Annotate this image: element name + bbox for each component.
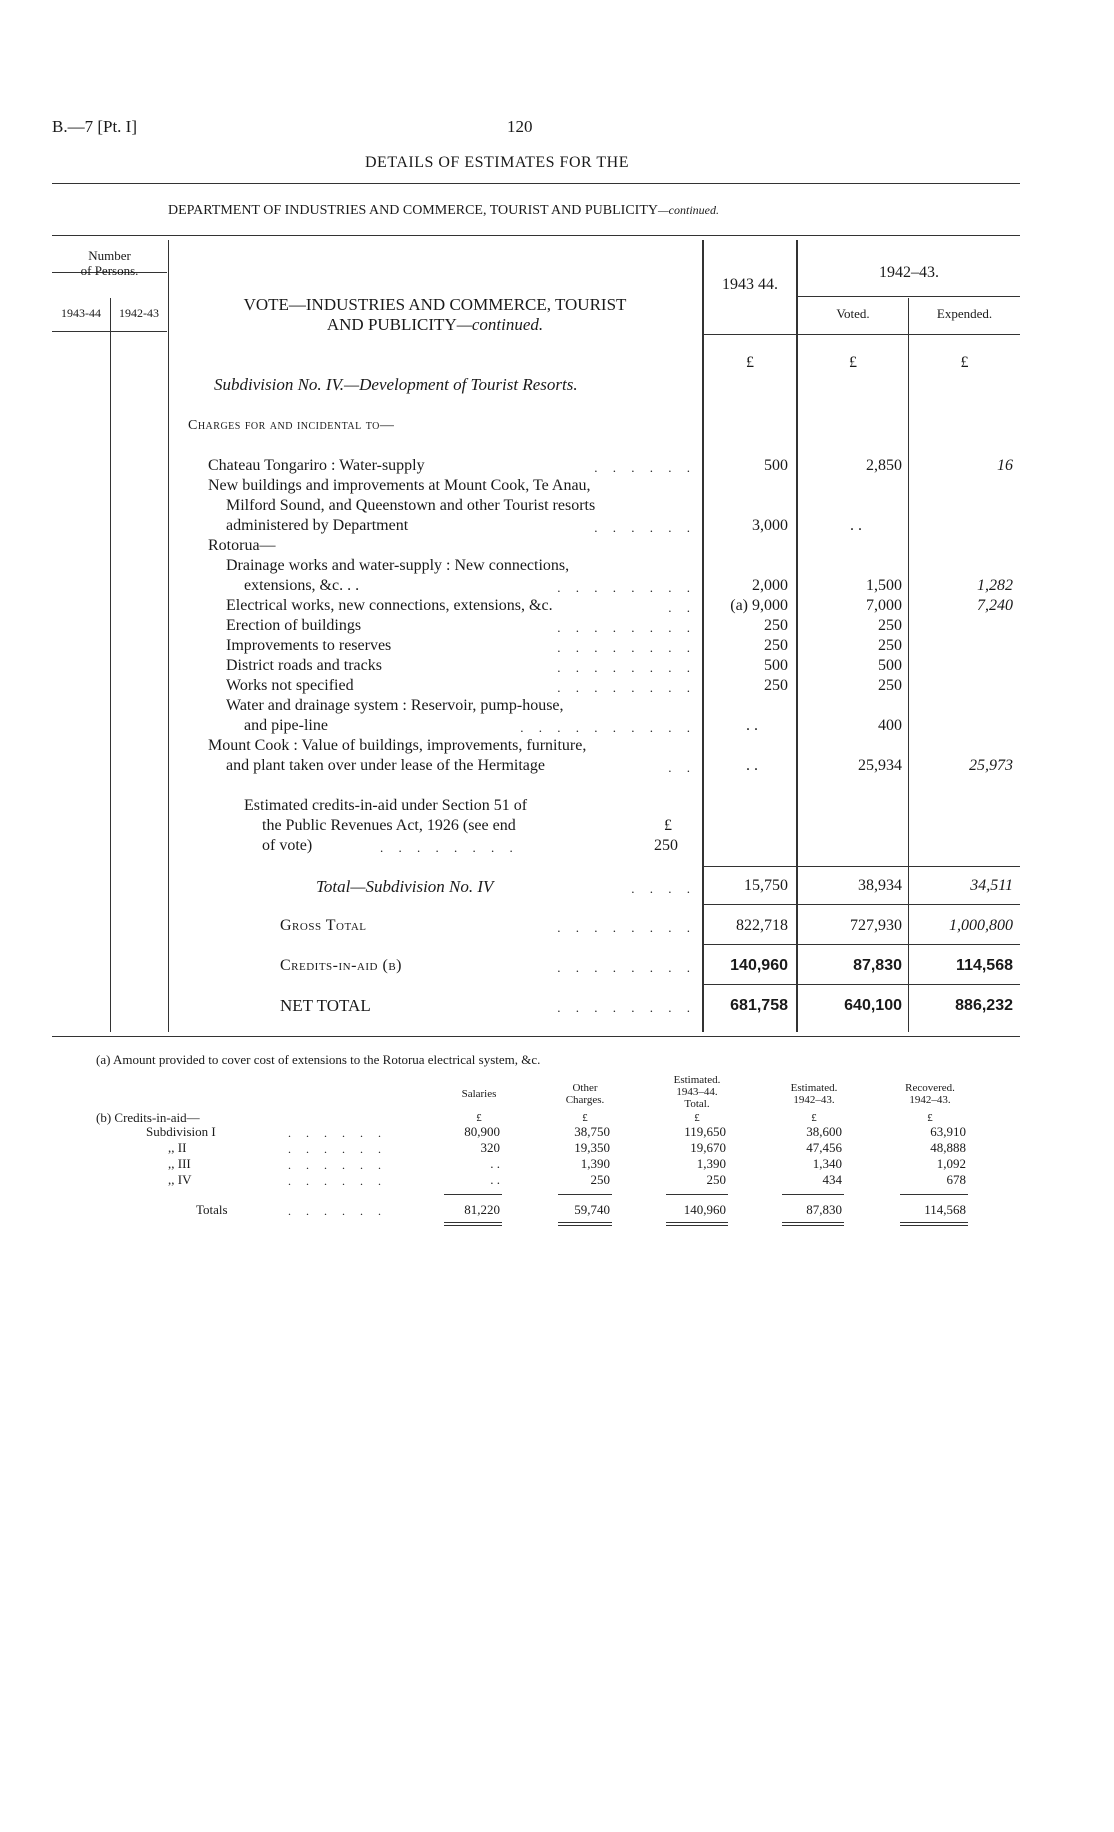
- persons-header-line1: Number: [88, 248, 131, 263]
- credits-note-pound: £: [664, 817, 672, 834]
- leader-dots: . . . . . . . .: [557, 920, 696, 935]
- totals-label: Totals: [196, 1202, 228, 1217]
- estimate-value: 250: [764, 617, 788, 634]
- col-est-header-1: Estimated.: [673, 1074, 721, 1086]
- col-est-header-3: Total.: [684, 1098, 710, 1110]
- voted-value: 7,000: [866, 597, 902, 614]
- sum-rule: [900, 1194, 968, 1195]
- voted-value: 250: [878, 637, 902, 654]
- credits-row-label: Subdivision I: [146, 1124, 216, 1139]
- total-rule: [704, 944, 1020, 945]
- estimated-value: 47,456: [806, 1140, 842, 1155]
- double-rule: [558, 1225, 612, 1226]
- item-text: Drainage works and water-supply : New connections,: [226, 557, 570, 574]
- item-text: Improvements to reserves: [226, 637, 392, 654]
- estimate-value: . .: [746, 717, 758, 734]
- credits-note-line1: Estimated credits-in-aid under Section 51 of: [244, 797, 528, 814]
- prior-year-header-rule: [798, 296, 1020, 297]
- leader-dots: . . . . . .: [288, 1158, 387, 1172]
- pound-sign: £: [476, 1112, 482, 1124]
- header-rule: [52, 183, 1020, 184]
- total-label: Total—Subdivision No. IV: [316, 877, 494, 896]
- persons-year-previous: 1942-43: [119, 306, 159, 320]
- recovered-value: 678: [946, 1172, 966, 1187]
- leader-dots: . . . . . .: [288, 1204, 387, 1218]
- estimate-value: 822,718: [736, 917, 788, 934]
- leader-dots: . . . . . . . .: [557, 1000, 696, 1015]
- other-value: 19,350: [574, 1140, 610, 1155]
- estimate-value: 250: [764, 637, 788, 654]
- leader-dots: . . . . . . . .: [557, 960, 696, 975]
- leader-dots: . . . . . . . .: [557, 640, 696, 655]
- estimate-value: 500: [764, 657, 788, 674]
- subdivision-title: Subdivision No. IV.—Development of Tourist Resorts.: [214, 375, 578, 394]
- leader-dots: . . . . . .: [288, 1174, 387, 1188]
- charges-heading: Charges for and incidental to—: [188, 418, 395, 433]
- expended-value: 34,511: [970, 877, 1013, 894]
- double-rule: [666, 1225, 728, 1226]
- pound-sign-expended: £: [960, 354, 969, 371]
- voted-value: 2,850: [866, 457, 902, 474]
- page-title: DETAILS OF ESTIMATES FOR THE: [365, 154, 629, 171]
- expended-header: Expended.: [936, 306, 993, 321]
- credits-in-aid-heading: (b) Credits-in-aid—: [96, 1110, 200, 1125]
- sum-rule: [444, 1194, 502, 1195]
- expended-value: 25,973: [969, 757, 1013, 774]
- item-text: Chateau Tongariro : Water-supply: [208, 457, 425, 474]
- leader-dots: . .: [668, 600, 696, 615]
- estimated-total: 87,830: [806, 1202, 842, 1217]
- estimated-value: 434: [822, 1172, 842, 1187]
- credits-note-line3: of vote): [262, 837, 313, 854]
- double-rule: [782, 1222, 844, 1223]
- persons-year-current: 1943-44: [61, 306, 101, 320]
- persons-header-line2: of Persons.: [80, 263, 139, 278]
- other-value: 250: [590, 1172, 610, 1187]
- credits-row-label: ,, IV: [168, 1172, 192, 1187]
- salaries-value: 320: [480, 1140, 500, 1155]
- salaries-value: . .: [490, 1156, 500, 1171]
- col-est42-header-1: Estimated.: [790, 1082, 838, 1094]
- voted-value: 640,100: [844, 997, 902, 1014]
- total-top-rule: [704, 866, 1020, 867]
- recovered-total: 114,568: [924, 1202, 966, 1217]
- leader-dots: . . . . . .: [594, 460, 696, 475]
- total-value: 19,670: [690, 1140, 726, 1155]
- salaries-value: 80,900: [464, 1124, 500, 1139]
- pound-sign: £: [927, 1112, 933, 1124]
- col-rec-header-2: 1942–43.: [909, 1094, 951, 1106]
- estimate-value: 140,960: [730, 957, 788, 974]
- col-other-header-1: Other: [572, 1082, 598, 1094]
- persons-year-divider: [110, 298, 111, 1032]
- persons-column-divider: [168, 240, 169, 1032]
- voted-value: 727,930: [850, 917, 902, 934]
- estimate-value: 250: [764, 677, 788, 694]
- expended-value: 1,000,800: [949, 917, 1013, 934]
- voted-value: . .: [850, 517, 862, 534]
- year-current-header: 1943 44.: [722, 276, 778, 293]
- item-text: Electrical works, new connections, extensions, &c.: [226, 597, 553, 614]
- item-text: Milford Sound, and Queenstown and other Tourist resorts: [226, 497, 596, 514]
- voted-value: 38,934: [858, 877, 902, 894]
- col-rec-header-1: Recovered.: [905, 1082, 955, 1094]
- credits-row-label: ,, III: [168, 1156, 191, 1171]
- col-est-header-2: 1943–44.: [676, 1086, 718, 1098]
- leader-dots: . . . . . . . .: [557, 680, 696, 695]
- leader-dots: . . . . . . . .: [380, 840, 519, 855]
- total-value: 250: [706, 1172, 726, 1187]
- leader-dots: . . . . . . . . . .: [520, 720, 696, 735]
- double-rule: [782, 1225, 844, 1226]
- other-value: 1,390: [580, 1156, 610, 1171]
- item-text: Water and drainage system : Reservoir, pump-house,: [226, 697, 564, 714]
- pound-sign-voted: £: [849, 354, 857, 371]
- item-text: Rotorua—: [208, 537, 276, 554]
- pound-sign-estimate: £: [746, 354, 754, 371]
- sum-rule: [666, 1194, 728, 1195]
- col-other-header-2: Charges.: [565, 1094, 605, 1106]
- leader-dots: . . . . . .: [288, 1142, 387, 1156]
- item-text: extensions, &c. . .: [244, 577, 360, 594]
- sum-rule: [782, 1194, 844, 1195]
- total-label: Credits-in-aid (b): [280, 957, 402, 974]
- page-number: 120: [507, 117, 533, 136]
- estimate-value: 2,000: [752, 577, 788, 594]
- voted-header: Voted.: [836, 306, 870, 321]
- double-rule: [444, 1225, 502, 1226]
- sum-rule: [558, 1194, 612, 1195]
- leader-dots: . . . .: [631, 881, 696, 896]
- estimate-value: 500: [764, 457, 788, 474]
- voted-value: 250: [878, 617, 902, 634]
- voted-value: 25,934: [858, 757, 902, 774]
- salaries-value: . .: [490, 1172, 500, 1187]
- recovered-value: 48,888: [930, 1140, 966, 1155]
- estimated-value: 1,340: [812, 1156, 842, 1171]
- estimated-value: 38,600: [806, 1124, 842, 1139]
- expended-value: 1,282: [977, 577, 1013, 594]
- leader-dots: . . . . . . . .: [557, 620, 696, 635]
- table-bottom-rule: [52, 1036, 1020, 1037]
- year-previous-header: 1942–43.: [879, 264, 939, 281]
- voted-value: 87,830: [853, 957, 902, 974]
- expended-value: 886,232: [955, 997, 1013, 1014]
- recovered-value: 1,092: [936, 1156, 966, 1171]
- total-label: NET TOTAL: [280, 996, 371, 1015]
- total-value: 119,650: [684, 1124, 726, 1139]
- leader-dots: . .: [668, 760, 696, 775]
- credits-note-amount: 250: [654, 837, 678, 854]
- vote-title-line1: VOTE—INDUSTRIES AND COMMERCE, TOURIST: [243, 295, 627, 314]
- other-value: 38,750: [574, 1124, 610, 1139]
- leader-dots: . . . . . .: [594, 520, 696, 535]
- voted-value: 1,500: [866, 577, 902, 594]
- total-rule: [704, 904, 1020, 905]
- double-rule: [558, 1222, 612, 1223]
- pound-sign: £: [811, 1112, 817, 1124]
- total-rule: [704, 984, 1020, 985]
- item-text: District roads and tracks: [226, 657, 382, 674]
- vote-title-line2: AND PUBLICITY—continued.: [326, 315, 544, 334]
- double-rule: [900, 1222, 968, 1223]
- credits-note-line2: the Public Revenues Act, 1926 (see end: [262, 817, 516, 834]
- col-salaries-header: Salaries: [461, 1088, 497, 1100]
- pound-sign: £: [694, 1112, 700, 1124]
- estimate-value: 3,000: [752, 517, 788, 534]
- estimate-value: 15,750: [744, 877, 788, 894]
- leader-dots: . . . . . . . .: [557, 580, 696, 595]
- estimate-value: . .: [746, 757, 758, 774]
- item-text: Mount Cook : Value of buildings, improvements, furniture,: [208, 737, 587, 754]
- column-header-bottom-rule: [702, 334, 1020, 335]
- total-label: Gross Total: [280, 917, 367, 934]
- voted-value: 400: [878, 717, 902, 734]
- voted-value: 250: [878, 677, 902, 694]
- footnote-a: (a) Amount provided to cover cost of extensions to the Rotorua electrical system, &c.: [96, 1052, 541, 1067]
- total-value: 1,390: [696, 1156, 726, 1171]
- recovered-value: 63,910: [930, 1124, 966, 1139]
- estimate-value: (a) 9,000: [730, 597, 788, 614]
- item-text: administered by Department: [226, 517, 409, 534]
- salaries-total: 81,220: [464, 1202, 500, 1217]
- col-est42-header-2: 1942–43.: [793, 1094, 835, 1106]
- expended-value: 16: [997, 457, 1013, 474]
- table-top-rule: [52, 235, 1020, 236]
- item-text: and plant taken over under lease of the Hermitage: [226, 757, 545, 774]
- credits-row-label: ,, II: [168, 1140, 187, 1155]
- expended-value: 7,240: [977, 597, 1013, 614]
- other-total: 59,740: [574, 1202, 610, 1217]
- document-reference: B.—7 [Pt. I]: [52, 117, 137, 136]
- grand-total: 140,960: [683, 1202, 726, 1217]
- leader-dots: . . . . . . . .: [557, 660, 696, 675]
- expended-value: 114,568: [956, 957, 1013, 974]
- item-text: and pipe-line: [244, 717, 328, 734]
- persons-subheader-rule: [52, 331, 167, 332]
- item-text: Works not specified: [226, 677, 354, 694]
- department-heading: DEPARTMENT OF INDUSTRIES AND COMMERCE, TOURIST AND PUBLICITY—continued.: [168, 203, 719, 218]
- double-rule: [900, 1225, 968, 1226]
- double-rule: [444, 1222, 502, 1223]
- pound-sign: £: [582, 1112, 588, 1124]
- leader-dots: . . . . . .: [288, 1126, 387, 1140]
- item-text: New buildings and improvements at Mount Cook, Te Anau,: [208, 477, 591, 494]
- voted-value: 500: [878, 657, 902, 674]
- estimate-value: 681,758: [730, 997, 788, 1014]
- double-rule: [666, 1222, 728, 1223]
- item-text: Erection of buildings: [226, 617, 362, 634]
